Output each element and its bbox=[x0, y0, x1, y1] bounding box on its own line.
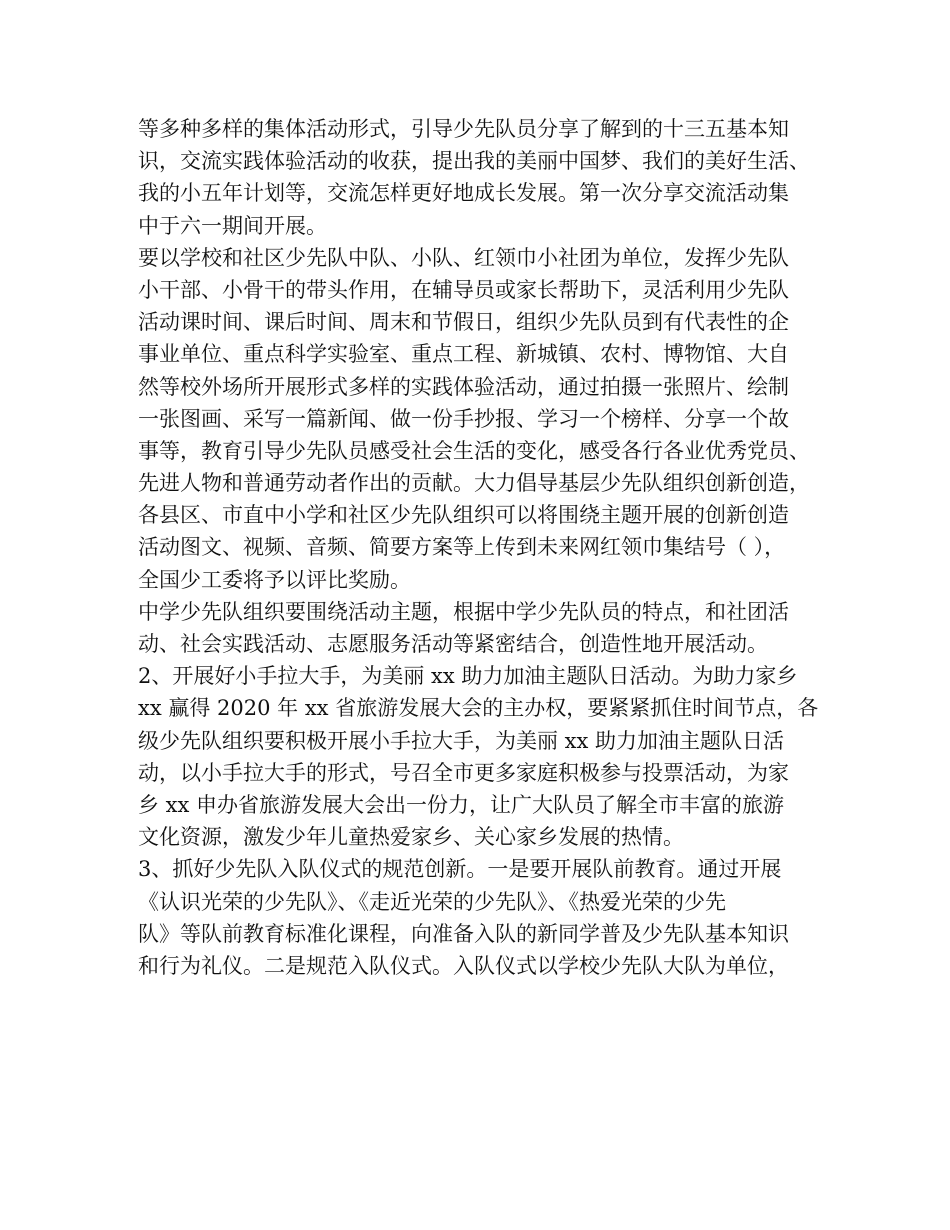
text-line: 要以学校和社区少先队中队、小队、红领巾小社团为单位，发挥少先队 bbox=[138, 245, 789, 270]
text-line: 等多种多样的集体活动形式，引导少先队员分享了解到的十三五基本知 bbox=[138, 117, 789, 141]
text-line: xx 赢得 2020 年 xx 省旅游发展大会的主办权，要紧紧抓住时间节点，各 bbox=[138, 696, 819, 721]
text-line: 全国少工委将予以评比奖励。 bbox=[138, 567, 411, 592]
text-line: 事等，教育引导少先队员感受社会生活的变化，感受各行各业优秀党员、 bbox=[138, 438, 810, 463]
text-line: 和行为礼仪。二是规范入队仪式。入队仪式以学校少先队大队为单位， bbox=[138, 953, 789, 978]
text-line: 活动图文、视频、音频、简要方案等上传到未来网红领巾集结号（ ）， bbox=[138, 535, 786, 560]
body-text bbox=[138, 113, 828, 982]
text-line: 文化资源，激发少年儿童热爱家乡、关心家乡发展的热情。 bbox=[138, 825, 684, 850]
text-line: 动、社会实践活动、志愿服务活动等紧密结合，创造性地开展活动。 bbox=[138, 632, 768, 656]
text-line: 乡 xx 申办省旅游发展大会出一份力，让广大队员了解全市丰富的旅游 bbox=[138, 792, 785, 817]
text-line: 队》等队前教育标准化课程，向准备入队的新同学普及少先队基本知识 bbox=[138, 921, 789, 946]
text-line: 小干部、小骨干的带头作用，在辅导员或家长帮助下，灵活利用少先队 bbox=[138, 277, 789, 302]
text-line: 中于六一期间开展。 bbox=[138, 213, 327, 238]
text-line: 级少先队组织要积极开展小手拉大手，为美丽 xx 助力加油主题队日活 bbox=[138, 728, 785, 753]
text-line: 2、开展好小手拉大手，为美丽 xx 助力加油主题队日活动。为助力家乡 bbox=[138, 664, 798, 689]
text-line: 一张图画、采写一篇新闻、做一份手抄报、学习一个榜样、分享一个故 bbox=[138, 406, 789, 431]
text-line: 《认识光荣的少先队》、《走近光荣的少先队》、《热爱光荣的少先 bbox=[138, 889, 726, 914]
text-line: 活动课时间、课后时间、周末和节假日，组织少先队员到有代表性的企 bbox=[138, 310, 789, 335]
text-line: 3、抓好少先队入队仪式的规范创新。一是要开展队前教育。通过开展 bbox=[138, 857, 782, 882]
text-line: 动，以小手拉大手的形式，号召全市更多家庭积极参与投票活动，为家 bbox=[138, 760, 789, 785]
text-line: 各县区、市直中小学和社区少先队组织可以将围绕主题开展的创新创造 bbox=[138, 503, 789, 528]
text-line: 中学少先队组织要围绕活动主题，根据中学少先队员的特点，和社团活 bbox=[138, 599, 789, 624]
text-line: 识，交流实践体验活动的收获，提出我的美丽中国梦、我们的美好生活、 bbox=[138, 149, 810, 174]
text-line: 先进人物和普通劳动者作出的贡献。大力倡导基层少先队组织创新创造， bbox=[138, 471, 810, 496]
text-line: 我的小五年计划等，交流怎样更好地成长发展。第一次分享交流活动集 bbox=[138, 181, 789, 206]
text-line: 然等校外场所开展形式多样的实践体验活动，通过拍摄一张照片、绘制 bbox=[138, 374, 789, 399]
text-line: 事业单位、重点科学实验室、重点工程、新城镇、农村、博物馆、大自 bbox=[138, 342, 789, 367]
